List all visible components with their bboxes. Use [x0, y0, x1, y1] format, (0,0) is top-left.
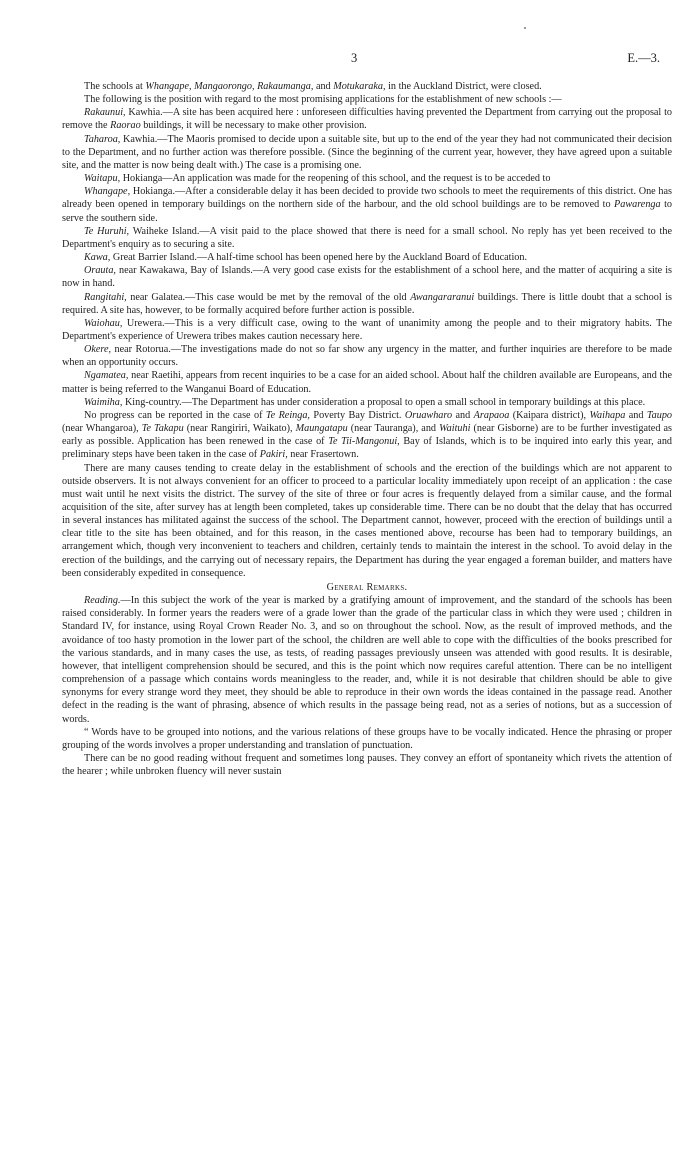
italic-text: Waitapu,	[84, 173, 121, 185]
scan-speck	[524, 27, 526, 29]
italic-text: Waihapa	[589, 409, 626, 421]
italic-text: Waimiha,	[84, 396, 123, 408]
italic-text: Awangararanui	[410, 291, 475, 303]
paragraph: There can be no good reading without frequent and sometimes long pauses. They convey an effort of spontaneity which rivets the attention of the hearer ; while unbroken fluency will never sustain	[62, 752, 672, 778]
italic-text: Rakaunui,	[84, 107, 126, 119]
italic-text: Okere,	[84, 344, 112, 356]
italic-text: Maungatapu	[295, 423, 348, 435]
italic-text: Motukaraka,	[333, 81, 386, 92]
page-number: 3	[351, 51, 358, 65]
italic-text: Waituhi	[439, 423, 471, 435]
paragraph: Taharoa, Kawhia.—The Maoris promised to decide upon a suitable site, but up to the end of the year they had not communicated their decision to the Department, and no further action was therefore possible. (Since the beginning of the current year, however, they have agreed upon a suitable site, and the matter is now being dealt with.) The case is a promising one.	[62, 133, 672, 171]
italic-text: Oruawharo	[404, 409, 453, 421]
italic-text: Te Huruhi,	[84, 225, 130, 237]
paragraphs-before-heading	[62, 80, 672, 580]
paragraph: Waitapu, Hokianga—An application was made for the reopening of this school, and the request is to be acceded to	[84, 173, 551, 185]
paragraph: Okere, near Rotorua.—The investigations made do not so far show any urgency in the matter, and further inquiries are therefore to be made when an opportunity occurs.	[62, 344, 672, 369]
italic-text: Rangitahi,	[84, 291, 127, 303]
paragraph: Rakaunui, Kawhia.—A site has been acquired here : unforeseen difficulties having prevented the Department from carrying out the proposal to remove the Raorao buildings, it will be necessary to make other provision.	[62, 107, 672, 132]
page-header	[62, 52, 672, 74]
italic-text: Ngamatea,	[84, 370, 129, 382]
paragraph: Ngamatea, near Raetihi, appears from recent inquiries to be a case for an aided school. About half the children available are Europeans, and the matter is being referred to the Wanganui Board of Education.	[62, 370, 672, 395]
body-text	[62, 80, 672, 778]
italic-text: Taharoa,	[84, 133, 121, 145]
italic-text: Te Tii-Mangonui,	[328, 436, 400, 448]
paragraph: Reading.—In this subject the work of the year is marked by a gratifying amount of improvement, and the standard of the schools has been raised considerably. In former years the readers were of a grade lower than the grade of the particular class in which they were used ; children in Standard IV, for instance, using Royal Crown Reader No. 3, and so on throughout the school. Now, as the result of improved methods, and the avoidance of too hasty promotion in the lower part of the school, the children are well able to cope with the difficulties of the books prescribed for the various standards, and in many cases the use, as tests, of reading passages previously unseen was attended with good results. It is desirable, however, that intelligent comprehension should be secured, and this is the point which now requires careful attention. There can be no intelligent comprehension of a passage which contains words meaningless to the reader, and, while it is not desirable that children should be able to give synonyms for every strange word they meet, they should be able to reproduce in their own words the ideas contained in the passage read. Another defect in the reading is the want of phrasing, absence of which results in the passage being read, not as a series of notions, but as a succession of words.	[62, 595, 672, 725]
italic-text: Taupo	[646, 409, 673, 421]
italic-text: Orauta,	[84, 265, 116, 277]
italic-text: Te Reinga,	[265, 409, 310, 421]
paragraph: “ Words have to be grouped into notions, and the various relations of these groups have to be vocally indicated. Hence the phrasing or proper grouping of the words involves a proper understanding and translation of punctuation.	[62, 726, 672, 751]
italic-text: Pakiri,	[259, 449, 288, 461]
paragraph: Te Huruhi, Waiheke Island.—A visit paid to the place showed that there is need for a small school. No reply has yet been received to the Department's enquiry as to securing a site.	[62, 225, 673, 250]
paragraph: The schools at Whangape, Mangaorongo, Rakaumanga, and Motukaraka, in the Auckland District, were closed.	[84, 81, 542, 92]
italic-text: Waiohau,	[84, 317, 123, 329]
section-heading: General Remarks.	[326, 581, 408, 593]
italic-text: Raorao	[110, 120, 141, 132]
paragraph: Waiohau, Urewera.—This is a very difficult case, owing to the want of unanimity among the people and to their migratory habits. The Department's experience of Urewera tribes makes caution necessary here.	[62, 317, 672, 342]
italic-text: Arapaoa	[473, 409, 510, 421]
paragraph: Waimiha, King-country.—The Department has under consideration a proposal to open a small school in temporary buildings at this place.	[84, 396, 646, 408]
paragraph: Rangitahi, near Galatea.—This case would be met by the removal of the old Awangararanui buildings. There is little doubt that a school is required. A site has, however, to be formally acquired before further action is possible.	[62, 291, 672, 316]
paragraphs-after-heading	[62, 594, 672, 778]
italic-text: Kawa,	[84, 252, 111, 264]
paragraph: No progress can be reported in the case of Te Reinga, Poverty Bay District. Oruawharo and Arapaoa (Kaipara district), Waihapa and Taupo (near Whangaroa), Te Takapu (near Rangiriri, Waikato), Maungatapu (near Tauranga), and Waituhi (near Gisborne) are to be further investigated as early as possible. Application has been renewed in the case of Te Tii-Mangonui, Bay of Islands, which is to be inquired into early this year, and preliminary steps have been taken in the case of Pakiri, near Frasertown.	[62, 409, 673, 461]
italic-text: Whangape, Mangaorongo, Rakaumanga,	[145, 81, 314, 92]
paragraph: There are many causes tending to create delay in the establishment of schools and the erection of the buildings which are not apparent to outside observers. It is not always convenient for an officer to proceed to a particular locality immediately upon receipt of an application : the case must wait until he next visits the district. The survey of the site of three or four acres is frequently delayed from a similar cause, and the formal acquisition of the site, after survey has at length been completed, takes up considerable time. There can be no doubt that the delay that has occurred in several instances has militated against the success of the school. The Department cannot, however, proceed with the erection of buildings until a clear title to the site has been obtained, and for this reason, in the cases mentioned above, recourse has been had to temporary buildings, an arrangement which, though very inconvenient to teachers and children, certainly tends to maintain the interest in the school. To avoid delay in the erection of the buildings, and the carrying out of necessary repairs, the Department has during the year engaged a foreman builder, and matters have been considerably expedited in consequence.	[62, 462, 672, 579]
paragraph: Whangape, Hokianga.—After a considerable delay it has been decided to provide two schools to meet the requirements of this district. One has already been opened in temporary buildings on the northern side of the harbour, and the old school buildings are to be removed to Pawarenga to serve the southern side.	[62, 186, 672, 224]
paragraph: Orauta, near Kawakawa, Bay of Islands.—A very good case exists for the establishment of a school here, and the matter of acquiring a site is now in hand.	[62, 265, 672, 290]
italic-text: Whangape,	[84, 186, 131, 198]
document-reference: E.—3.	[627, 51, 660, 65]
paragraph: The following is the position with regard to the most promising applications for the establishment of new schools :—	[84, 94, 562, 106]
italic-text: Reading.	[84, 595, 121, 607]
paragraph: Kawa, Great Barrier Island.—A half-time school has been opened here by the Auckland Board of Education.	[84, 252, 528, 264]
italic-text: Pawarenga	[614, 199, 661, 211]
italic-text: Te Takapu	[141, 423, 184, 435]
